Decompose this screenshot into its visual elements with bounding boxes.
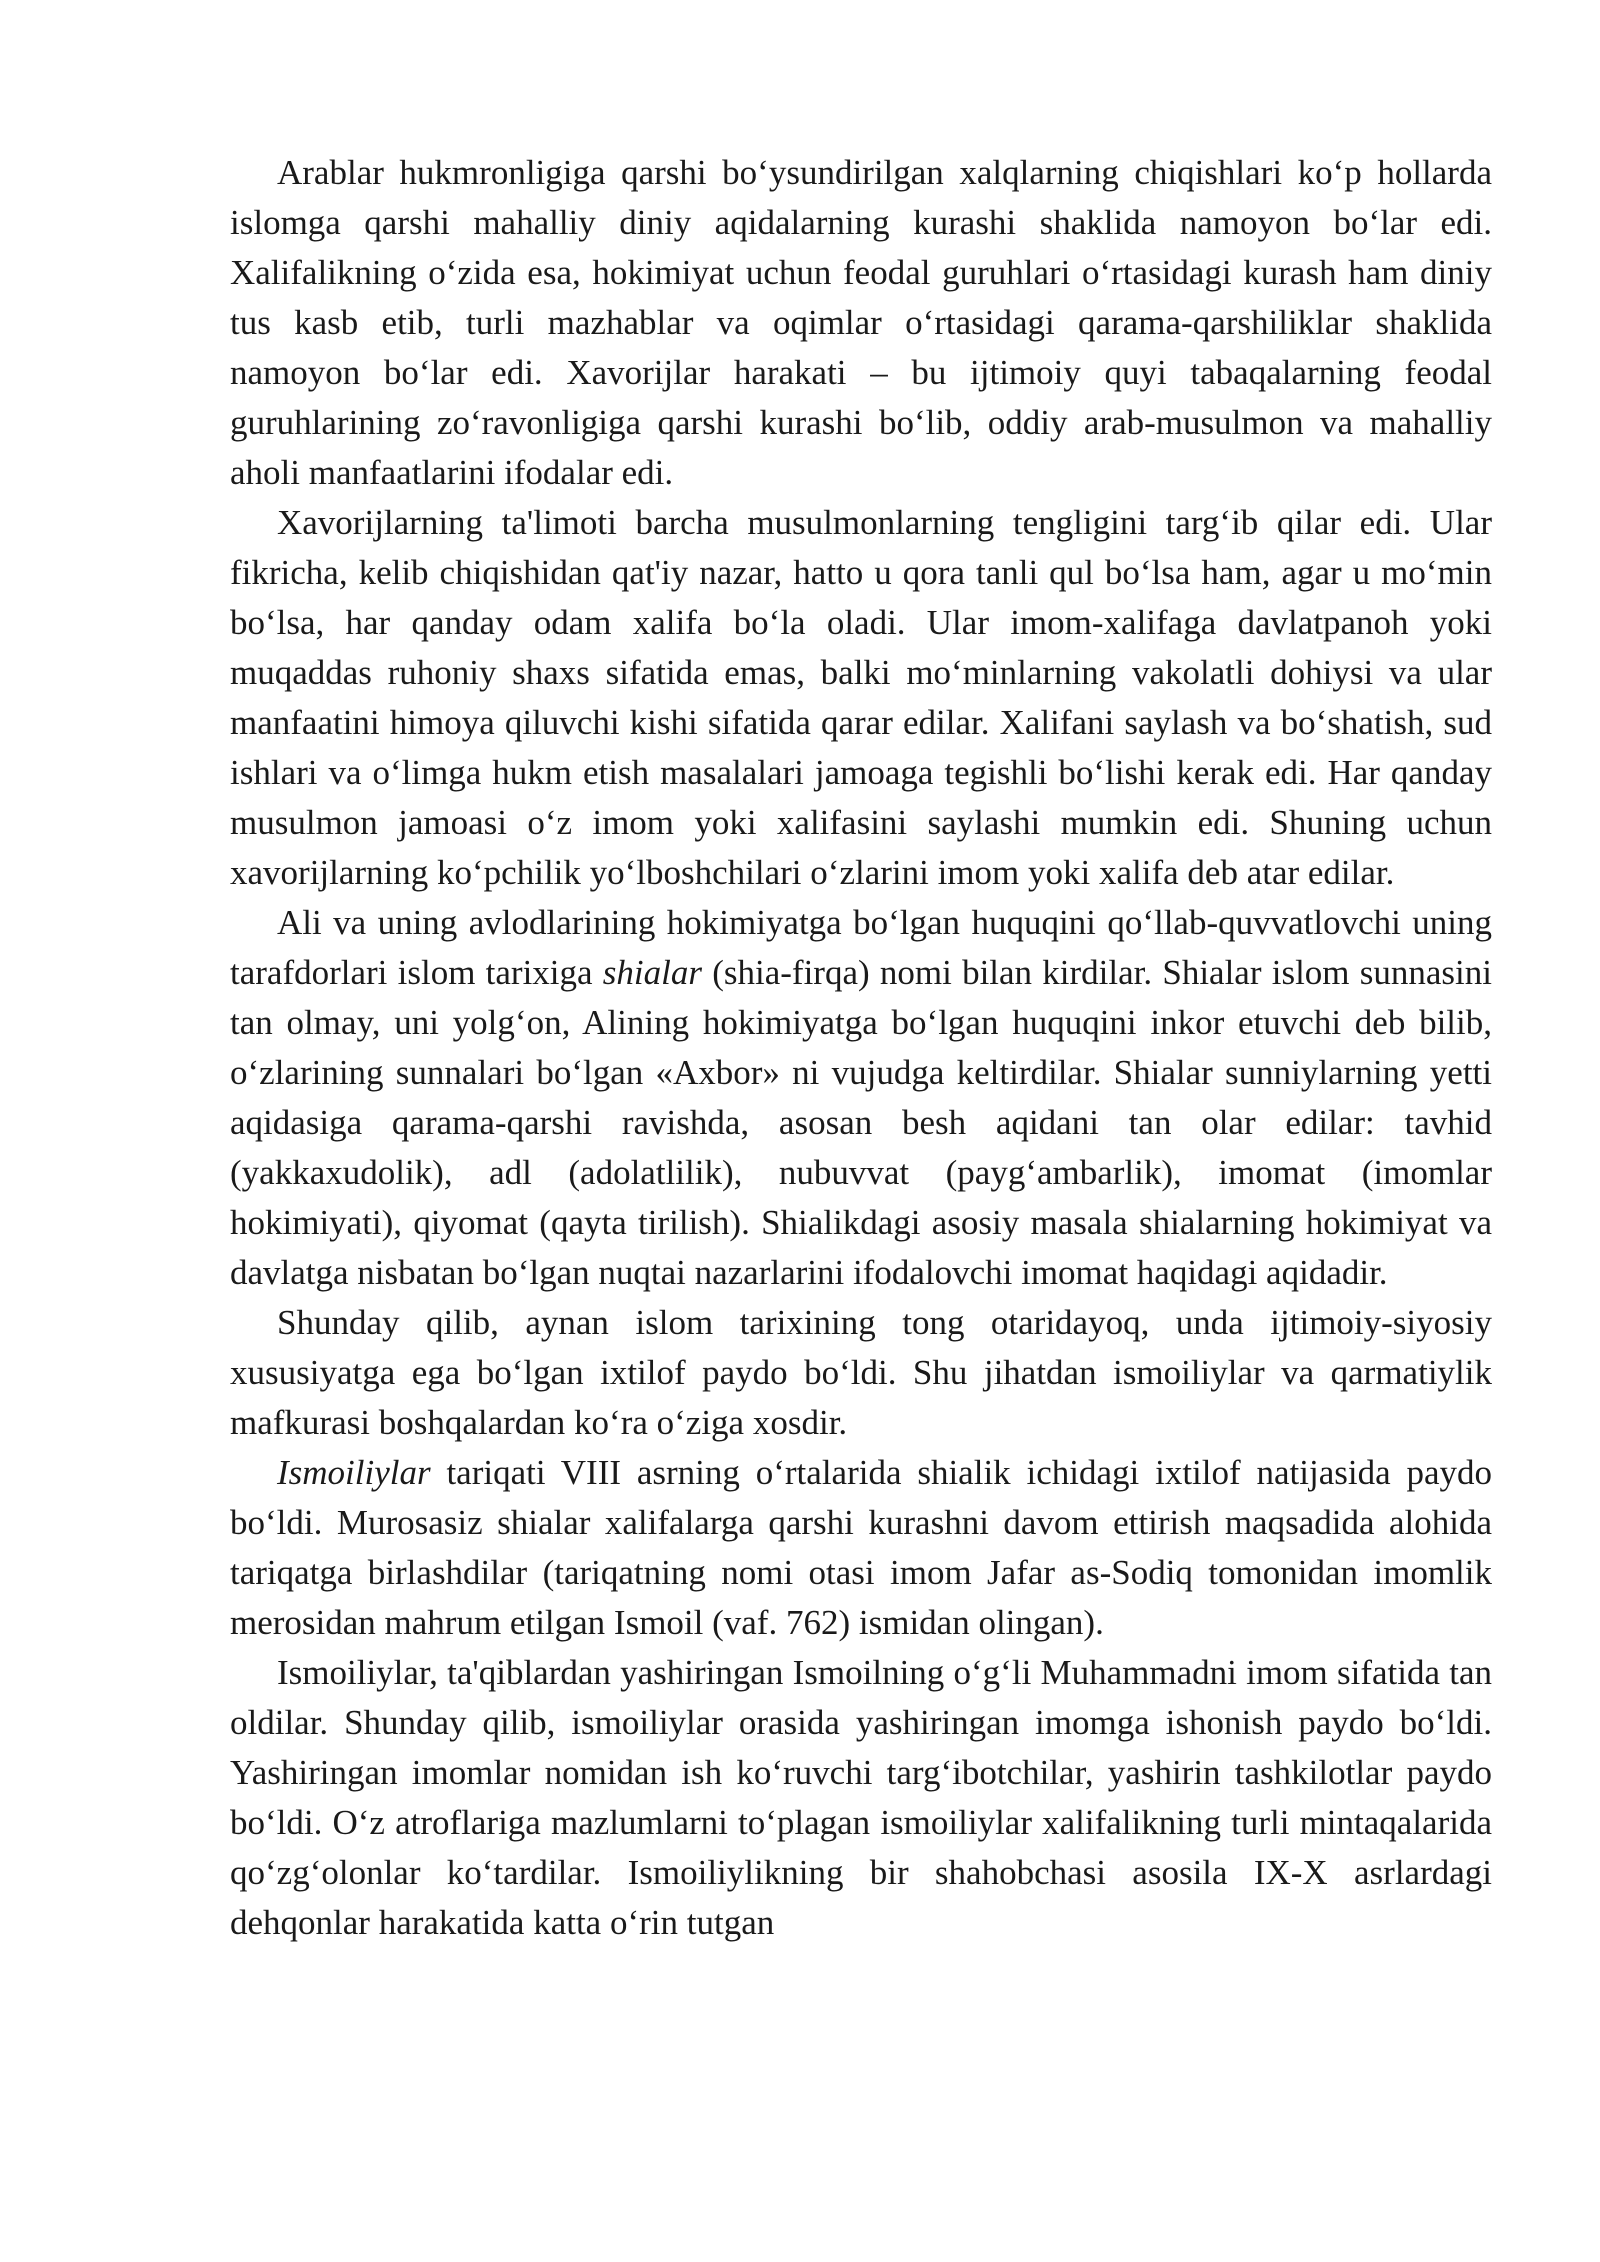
- paragraph-text: Xavorijlarning ta'limoti barcha musulmonlarning tengligini targʻib qilar edi. Ular fikricha, kelib chiqishidan qat'iy nazar, hatto u qora tanli qul boʻlsa ham, agar u moʻmin boʻlsa, har qanday odam xalifa boʻla oladi. Ular imom-xalifaga davlatpanoh yoki muqaddas ruhoniy shaxs sifatida emas, balki moʻminlarning vakolatli dohiysi va ular manfaatini himoya qiluvchi kishi sifatida qarar edilar. Xalifani saylash va boʻshatish, sud ishlari va oʻlimga hukm etish masalalari jamoaga tegishli boʻlishi kerak edi. Har qanday musulmon jamoasi oʻz imom yoki xalifasini saylashi mumkin edi. Shuning uchun xavorijlarning koʻpchilik yoʻlboshchilari oʻzlarini imom yoki xalifa deb atar edilar.: [230, 503, 1492, 892]
- paragraph-text: Ismoiliylar, ta'qiblardan yashiringan Ismoilning oʻgʻli Muhammadni imom sifatida tan oldilar. Shunday qilib, ismoiliylar orasida yashiringan imomga ishonish paydo boʻldi. Yashiringan imomlar nomidan ish koʻruvchi targʻibotchilar, yashirin tashkilotlar paydo boʻldi. Oʻz atroflariga mazlumlarni toʻplagan ismoiliylar xalifalikning turli mintaqalarida qoʻzgʻolonlar koʻtardilar. Ismoiliylikning bir shahobchasi asosila IX-X asrlardagi dehqonlar harakatida katta oʻrin tutgan: [230, 1653, 1492, 1942]
- paragraph-ismoiliylar-origin: [230, 1448, 1492, 1648]
- paragraph-xavorij-teaching: [230, 498, 1492, 898]
- paragraph-text: Ali va uning avlodlarining hokimiyatga boʻlgan huquqini qoʻllab-quvvatlovchi uning tarafdorlari islom tarixiga: [230, 903, 1492, 992]
- paragraph-arab-rule: [230, 148, 1492, 498]
- paragraph-text: Shunday qilib, aynan islom tarixining tong otaridayoq, unda ijtimoiy-siyosiy xususiyatga ega boʻlgan ixtilof paydo boʻldi. Shu jihatdan ismoiliylar va qarmatiylik mafkurasi boshqalardan koʻra oʻziga xosdir.: [230, 1303, 1492, 1442]
- paragraph-ismoiliylar-imam: [230, 1648, 1492, 1948]
- paragraph-text: tariqati VIII asrning oʻrtalarida shialik ichidagi ixtilof natijasida paydo boʻldi. Murosasiz shialar xalifalarga qarshi kurashni davom ettirish maqsadida alohida tariqatga birlashdilar (tariqatning nomi otasi imom Jafar as-Sodiq tomonidan imomlik merosidan mahrum etilgan Ismoil (vaf. 762) ismidan olingan).: [230, 1453, 1492, 1642]
- document-page: [230, 148, 1492, 1948]
- paragraph-shia: [230, 898, 1492, 1298]
- paragraph-ixtilof: [230, 1298, 1492, 1448]
- paragraph-text: (shia-firqa) nomi bilan kirdilar. Shialar islom sunnasini tan olmay, uni yolgʻon, Alining hokimiyatga boʻlgan huquqini inkor etuvchi deb bilib, oʻzlarining sunnalari boʻlgan «Axbor» ni vujudga keltirdilar. Shialar sunniylarning yetti aqidasiga qarama-qarshi ravishda, asosan besh aqidani tan olar edilar: tavhid (yakkaxudolik), adl (adolatlilik), nubuvvat (paygʻambarlik), imomat (imomlar hokimiyati), qiyomat (qayta tirilish). Shialikdagi asosiy masala shialarning hokimiyat va davlatga nisbatan boʻlgan nuqtai nazarlarini ifodalovchi imomat haqidagi aqidadir.: [230, 953, 1492, 1292]
- term-ismoiliylar: Ismoiliylar: [277, 1453, 431, 1492]
- term-shialar: shialar: [602, 953, 702, 992]
- paragraph-text: Arablar hukmronligiga qarshi boʻysundirilgan xalqlarning chiqishlari koʻp hollarda islomga qarshi mahalliy diniy aqidalarning kurashi shaklida namoyon boʻlar edi. Xalifalikning oʻzida esa, hokimiyat uchun feodal guruhlari oʻrtasidagi kurash ham diniy tus kasb etib, turli mazhablar va oqimlar oʻrtasidagi qarama-qarshiliklar shaklida namoyon boʻlar edi. Xavorijlar harakati – bu ijtimoiy quyi tabaqalarning feodal guruhlarining zoʻravonligiga qarshi kurashi boʻlib, oddiy arab-musulmon va mahalliy aholi manfaatlarini ifodalar edi.: [230, 153, 1492, 492]
